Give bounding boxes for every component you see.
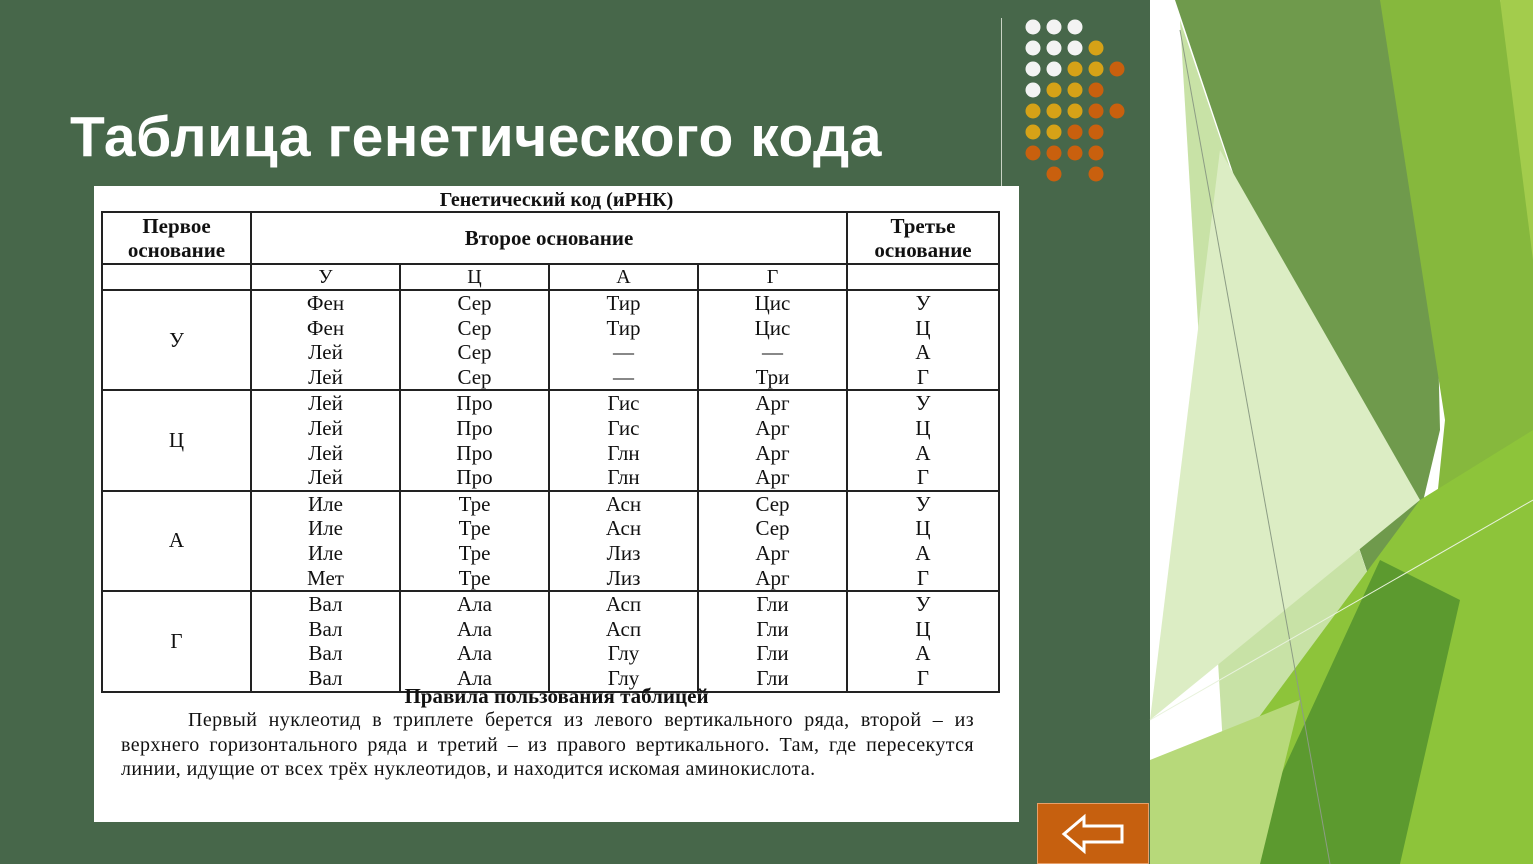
amino-acid: Арг: [755, 565, 790, 590]
amino-acid-cell: [549, 290, 698, 390]
decor-dot: [1026, 62, 1041, 77]
decor-dot: [1026, 20, 1041, 35]
amino-acid-cell: [251, 390, 400, 490]
decor-dot: [1089, 83, 1104, 98]
amino-acid: Лей: [308, 465, 343, 490]
back-button[interactable]: [1037, 803, 1149, 864]
amino-acid: Тре: [458, 540, 491, 565]
table-caption: Генетический код (иРНК): [439, 189, 674, 211]
first-base-cell: У: [102, 290, 251, 390]
amino-acid: Три: [755, 364, 790, 389]
amino-acid: Гли: [756, 665, 789, 690]
third-base-cell: [847, 290, 999, 390]
third-base-letter: У: [915, 491, 931, 516]
third-base-cell: [847, 591, 999, 691]
amino-acid: Тир: [606, 291, 641, 315]
amino-acid: Гис: [607, 391, 640, 416]
amino-acid: Вал: [308, 665, 343, 690]
amino-acid: Лиз: [606, 565, 641, 590]
decor-dot: [1047, 146, 1062, 161]
third-base-letter: Г: [916, 465, 930, 490]
decor-dot: [1068, 41, 1083, 56]
first-base-cell: А: [102, 491, 251, 591]
amino-acid: Иле: [308, 516, 343, 541]
dot-pattern-decoration: [1018, 14, 1128, 184]
second-base-letter: Ц: [400, 264, 549, 290]
amino-acid: Иле: [308, 491, 343, 516]
amino-acid: Асн: [605, 516, 642, 541]
amino-acid: Глу: [607, 641, 640, 666]
amino-acid-cell: [698, 290, 847, 390]
third-base-letter: У: [915, 291, 931, 315]
amino-acid: Вал: [308, 641, 343, 666]
decor-dot: [1026, 125, 1041, 140]
third-base-letter: А: [915, 641, 931, 666]
decor-dot: [1026, 41, 1041, 56]
second-base-letter: Г: [698, 264, 847, 290]
amino-acid: Ала: [457, 616, 492, 641]
arrow-left-icon: [1060, 813, 1128, 855]
amino-acid: Асн: [605, 491, 642, 516]
amino-acid: Арг: [755, 465, 790, 490]
table-row: [102, 591, 999, 691]
decor-dot: [1068, 83, 1083, 98]
amino-acid: Тир: [606, 315, 641, 340]
title-divider: [1001, 18, 1002, 188]
decor-dot: [1047, 104, 1062, 119]
amino-acid: Лей: [308, 364, 343, 389]
amino-acid: Ала: [457, 592, 492, 617]
decor-dot: [1089, 41, 1104, 56]
amino-acid: Арг: [755, 415, 790, 440]
amino-acid: Гис: [607, 415, 640, 440]
third-base-cell: [847, 491, 999, 591]
decor-dot: [1047, 62, 1062, 77]
amino-acid: Про: [456, 465, 493, 490]
amino-acid-cell: [698, 390, 847, 490]
amino-acid-cell: [251, 491, 400, 591]
third-base-letter: Ц: [915, 616, 931, 641]
amino-acid: Арг: [755, 540, 790, 565]
amino-acid-cell: [400, 290, 549, 390]
third-base-letter: Ц: [915, 315, 931, 340]
amino-acid: Лей: [308, 415, 343, 440]
amino-acid: —: [613, 364, 634, 389]
amino-acid: Лей: [308, 440, 343, 465]
decor-dot: [1110, 62, 1125, 77]
amino-acid: Про: [456, 391, 493, 416]
amino-acid: Лей: [308, 340, 343, 365]
decor-dot: [1068, 104, 1083, 119]
amino-acid: Сер: [755, 516, 790, 541]
amino-acid: Ала: [457, 641, 492, 666]
genetic-code-table: [101, 211, 1000, 693]
decor-dot: [1047, 167, 1062, 182]
amino-acid: Лиз: [606, 540, 641, 565]
decor-dot: [1089, 125, 1104, 140]
third-base-letter: Ц: [915, 516, 931, 541]
decor-dot: [1047, 125, 1062, 140]
decor-dot: [1026, 83, 1041, 98]
amino-acid: Сер: [457, 340, 492, 365]
amino-acid-cell: [251, 290, 400, 390]
amino-acid: Мет: [307, 565, 344, 590]
first-base-cell: Ц: [102, 390, 251, 490]
amino-acid: Глн: [607, 465, 640, 490]
amino-acid: Фен: [306, 291, 345, 315]
decor-dot: [1026, 104, 1041, 119]
decor-dot: [1047, 20, 1062, 35]
header-third-base: Третье основание: [847, 212, 999, 264]
decor-dot: [1089, 146, 1104, 161]
table-row: [102, 290, 999, 390]
amino-acid-cell: [549, 390, 698, 490]
amino-acid-cell: [400, 390, 549, 490]
header-first-base: Первое основание: [102, 212, 251, 264]
amino-acid: Про: [456, 415, 493, 440]
third-base-letter: Г: [916, 565, 930, 590]
amino-acid-cell: [698, 591, 847, 691]
decor-dot: [1047, 83, 1062, 98]
amino-acid: Арг: [755, 440, 790, 465]
header-blank-cell: [847, 264, 999, 290]
amino-acid: Про: [456, 440, 493, 465]
first-base-cell: Г: [102, 591, 251, 691]
table-row: [102, 390, 999, 490]
rules-heading: Правила пользования таблицей: [404, 684, 709, 708]
header-second-base: Второе основание: [251, 212, 847, 264]
decor-dot: [1110, 104, 1125, 119]
amino-acid: Асп: [605, 592, 642, 617]
amino-acid: Вал: [308, 616, 343, 641]
third-base-letter: А: [915, 340, 931, 365]
amino-acid-cell: [400, 491, 549, 591]
decor-dot: [1068, 146, 1083, 161]
amino-acid: Глн: [607, 440, 640, 465]
genetic-code-table-image: [94, 186, 1019, 822]
third-base-letter: А: [915, 440, 931, 465]
amino-acid: Сер: [457, 315, 492, 340]
slide-title: Таблица генетического кода: [70, 105, 882, 169]
second-base-letter: А: [549, 264, 698, 290]
second-base-letter: У: [251, 264, 400, 290]
third-base-letter: Ц: [915, 415, 931, 440]
amino-acid: Сер: [457, 364, 492, 389]
third-base-letter: У: [915, 592, 931, 617]
amino-acid: Ала: [457, 665, 492, 690]
decor-dot: [1089, 62, 1104, 77]
amino-acid: Гли: [756, 616, 789, 641]
amino-acid-cell: [549, 591, 698, 691]
third-base-letter: У: [915, 391, 931, 416]
amino-acid: Асп: [605, 616, 642, 641]
amino-acid: Иле: [308, 540, 343, 565]
amino-acid-cell: [251, 591, 400, 691]
amino-acid-cell: [549, 491, 698, 591]
third-base-letter: А: [915, 540, 931, 565]
amino-acid: Сер: [457, 291, 492, 315]
rules-text: Первый нуклеотид в триплете берется из левого вертикального ряда, второй – из верхнего горизонтального ряда и третий – из правого вертикального. Там, где пересекутся линии, идущие от всех трёх нуклеотидов, и находится искомая аминокислота.: [121, 709, 974, 780]
amino-acid: Гли: [756, 592, 789, 617]
decor-dot: [1026, 146, 1041, 161]
amino-acid: Сер: [755, 491, 790, 516]
amino-acid-cell: [400, 591, 549, 691]
decor-dot: [1089, 167, 1104, 182]
amino-acid: Тре: [458, 516, 491, 541]
amino-acid: —: [613, 340, 634, 365]
amino-acid: Глу: [607, 665, 640, 690]
amino-acid: —: [762, 340, 783, 365]
amino-acid: Арг: [755, 391, 790, 416]
decor-dot: [1089, 104, 1104, 119]
amino-acid: Цис: [754, 315, 791, 340]
amino-acid-cell: [698, 491, 847, 591]
decor-dot: [1068, 20, 1083, 35]
decor-dot: [1047, 41, 1062, 56]
amino-acid: Лей: [308, 391, 343, 416]
amino-acid: Гли: [756, 641, 789, 666]
amino-acid: Фен: [306, 315, 345, 340]
third-base-letter: Г: [916, 665, 930, 690]
table-row: [102, 491, 999, 591]
third-base-letter: Г: [916, 364, 930, 389]
amino-acid: Вал: [308, 592, 343, 617]
header-blank-cell: [102, 264, 251, 290]
decor-dot: [1068, 125, 1083, 140]
amino-acid: Тре: [458, 491, 491, 516]
decor-dot: [1068, 62, 1083, 77]
amino-acid: Тре: [458, 565, 491, 590]
third-base-cell: [847, 390, 999, 490]
amino-acid: Цис: [754, 291, 791, 315]
